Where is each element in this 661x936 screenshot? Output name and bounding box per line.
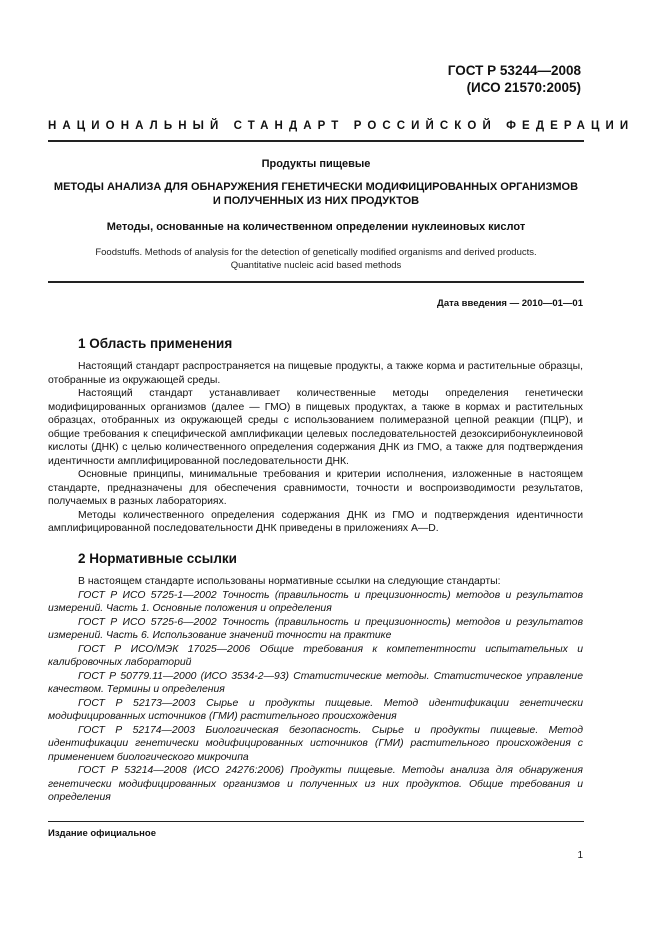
header-divider [48, 140, 584, 142]
reference-item: ГОСТ Р 52173—2003 Сырье и продукты пищевые. Метод идентификации генетически модифицированных источников (ГМИ) растительного происхождения [48, 697, 583, 722]
english-title-line-2: Quantitative nucleic acid based methods [230, 260, 402, 271]
reference-item: ГОСТ Р ИСО 5725-1—2002 Точность (правильность и прецизионность) методов и результатов измерений. Часть 1. Основные положения и определения [48, 589, 583, 614]
national-standard-banner: НАЦИОНАЛЬНЫЙ СТАНДАРТ РОССИЙСКОЙ ФЕДЕРАЦИИ [48, 120, 635, 132]
document-title [48, 181, 584, 208]
paragraph: Настоящий стандарт распространяется на пищевые продукты, а также корма и растительные образцы, отобранные из окружающей среды. [48, 361, 583, 386]
section-2-body [48, 575, 583, 805]
reference-item: ГОСТ Р 50779.11—2000 (ИСО 3534-2—93) Статистические методы. Статистическое управление качеством. Термины и определения [48, 670, 583, 695]
document-title-line-1: МЕТОДЫ АНАЛИЗА ДЛЯ ОБНАРУЖЕНИЯ ГЕНЕТИЧЕСКИ МОДИФИЦИРОВАННЫХ ОРГАНИЗМОВ [53, 181, 579, 193]
introduction-date: Дата введения — 2010—01—01 [437, 298, 583, 309]
reference-item: ГОСТ Р 53214—2008 (ИСО 24276:2006) Продукты пищевые. Методы анализа для обнаружения генетически модифицированных организмов и полученных из них продуктов. Общие требования и определения [48, 765, 583, 803]
official-edition-label: Издание официальное [48, 828, 156, 839]
title-divider [48, 281, 584, 283]
english-title [48, 246, 584, 272]
standard-code [448, 62, 581, 96]
reference-item: ГОСТ Р ИСО/МЭК 17025—2006 Общие требования к компетентности испытательных и калибровочных лабораторий [48, 643, 583, 668]
reference-item: ГОСТ Р ИСО 5725-6—2002 Точность (правильность и прецизионность) методов и результатов измерений. Часть 6. Использование значений точности на практике [48, 616, 583, 641]
page-number: 1 [577, 850, 583, 861]
paragraph: Методы количественного определения содержания ДНК из ГМО и подтверждения идентичности амплифицированной последовательности ДНК приведены в приложениях А—D. [48, 509, 583, 534]
reference-item: ГОСТ Р 52174—2003 Биологическая безопасность. Сырье и продукты пищевые. Метод идентификации генетически модифицированных источников (ГМИ) растительного происхождения с применением биологического микрочипа [48, 724, 583, 763]
standard-number: ГОСТ Р 53244—2008 [447, 63, 581, 78]
footer-divider [48, 821, 584, 822]
document-subtitle: Методы, основанные на количественном определении нуклеиновых кислот [106, 221, 526, 233]
section-1-heading: 1 Область применения [78, 336, 233, 351]
section-1-body [48, 360, 583, 536]
paragraph: Настоящий стандарт устанавливает количественные методы определения генетически модифицированных организмов (далее — ГМО) в пищевых продуктах, а также в кормах и растительных образцах, отобранных из окружающей среды с использованием полимеразной цепной реакции (ПЦР), и общие требования к специфической амплификации целевых последовательностей дезоксирибонуклеиновой кислоты (ДНК) с целью количественного определения содержания ДНК из ГМО, а также для подтверждения идентичности амплифицированной последовательности ДНК. [48, 388, 583, 467]
document-title-line-2: И ПОЛУЧЕННЫХ ИЗ НИХ ПРОДУКТОВ [212, 194, 420, 207]
paragraph: Основные принципы, минимальные требования и критерии исполнения, изложенные в настоящем стандарте, предназначены для обеспечения сравнимости, точности и воспроизводимости результатов, получаемых в разных лабораториях. [48, 469, 583, 507]
paragraph: В настоящем стандарте использованы нормативные ссылки на следующие стандарты: [78, 576, 501, 587]
document-title-category: Продукты пищевые [261, 158, 371, 170]
english-title-line-1: Foodstuffs. Methods of analysis for the detection of genetically modified organisms and derived products. [95, 247, 537, 258]
section-2-heading: 2 Нормативные ссылки [78, 551, 237, 566]
iso-equivalent: (ИСО 21570:2005) [466, 80, 581, 95]
